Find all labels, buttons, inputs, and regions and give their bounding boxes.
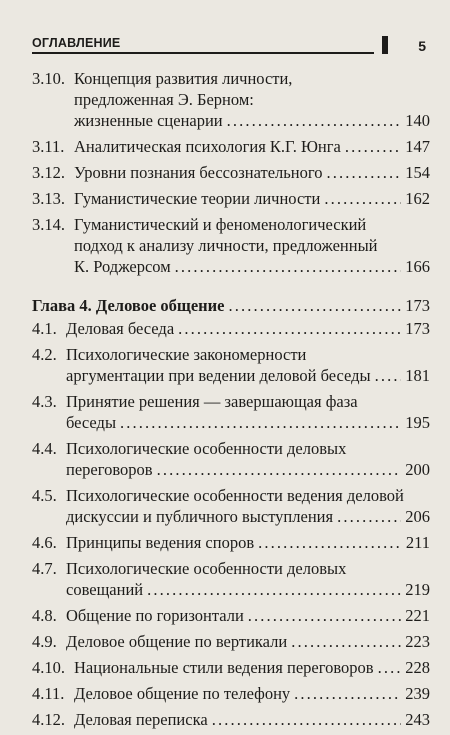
dot-leader [326,162,401,183]
entry-number: 3.12. [32,163,65,182]
entry-page-number: 239 [405,684,430,703]
entry-number: 3.11. [32,137,65,156]
entry-title-line: Национальные стили ведения переговоров [74,658,374,677]
dot-leader [345,136,401,157]
entry-page-number: 223 [405,632,430,651]
entry-title-line: Деловое общение по телефону [74,684,291,703]
entry-number: 4.1. [32,319,57,338]
dot-leader [324,188,401,209]
dot-leader [178,318,401,339]
entry-page-number: 173 [405,296,430,315]
entry-title-line: Аналитическая психология К.Г. Юнга [74,137,341,156]
entry-title-line: Деловая беседа [66,319,175,338]
toc-entry [32,657,430,678]
entry-page-number: 206 [405,507,430,526]
entry-title-line: Принципы ведения споров [66,533,255,552]
entry-number: 4.7. [32,559,57,578]
dot-leader [227,110,402,131]
entry-number: 4.11. [32,684,65,703]
toc-entry [32,485,430,527]
dot-leader [258,532,402,553]
entry-page-number: 243 [405,710,430,729]
running-header [26,32,426,54]
toc-entry [32,532,430,553]
entry-number: 4.2. [32,345,57,364]
entry-page-number: 200 [405,460,430,479]
entry-title-line: переговоров [66,460,153,479]
toc-entry [32,344,430,386]
entry-title-line: Гуманистические теории личности [74,189,321,208]
entry-number: 3.13. [32,189,65,208]
entry-page-number: 221 [405,606,430,625]
entry-page-number: 173 [405,319,430,338]
entry-page-number: 162 [405,189,430,208]
toc-entry [32,136,430,157]
dot-leader [291,631,401,652]
toc-entry [32,188,430,209]
dot-leader [212,709,402,730]
dot-leader [337,506,401,527]
entry-page-number: 147 [405,137,430,156]
entry-title-line: Психологические особенности деловых [66,559,347,578]
dot-leader [120,412,401,433]
entry-title-line: Деловое общение по вертикали [66,632,288,651]
entry-title-line: Деловая переписка [74,710,208,729]
dot-leader [157,459,402,480]
entry-title-line: Принятие решения — завершающая фаза [66,392,358,411]
entry-title-line: Психологические закономерности [66,345,307,364]
toc-entry [32,709,430,730]
entry-page-number: 154 [405,163,430,182]
toc-entry [32,318,430,339]
entry-title-line: Глава 4. Деловое общение [32,296,225,315]
header-bar [382,36,388,54]
dot-leader [375,365,402,386]
entry-number: 4.12. [32,710,65,729]
toc-entry [32,162,430,183]
header-rule [32,52,374,54]
toc-entry [32,605,430,626]
toc-entry [32,631,430,652]
table-of-contents [32,68,430,735]
toc-entry [32,391,430,433]
entry-number: 4.5. [32,486,57,505]
entry-page-number: 181 [405,366,430,385]
chapter-heading [32,295,430,316]
dot-leader [175,256,402,277]
entry-title-line: подход к анализу личности, предложенный [74,236,378,255]
entry-page-number: 166 [405,257,430,276]
header-title: ОГЛАВЛЕНИЕ [32,36,121,50]
entry-number: 4.10. [32,658,65,677]
toc-entry [32,558,430,600]
entry-number: 4.6. [32,533,57,552]
entry-title-line: Общение по горизонтали [66,606,244,625]
dot-leader [378,657,402,678]
entry-page-number: 228 [405,658,430,677]
entry-title-line: дискуссии и публичного выступления [66,507,334,526]
toc-entry [32,214,430,277]
entry-number: 4.9. [32,632,57,651]
entry-title-line: Психологические особенности ведения деловой [66,486,404,505]
entry-page-number: 211 [405,533,430,552]
entry-number: 3.14. [32,215,65,234]
entry-number: 4.3. [32,392,57,411]
entry-number: 4.4. [32,439,57,458]
page-number: 5 [418,38,426,54]
entry-title-line: беседы [66,413,117,432]
entry-number: 3.10. [32,69,65,88]
toc-entry [32,683,430,704]
entry-page-number: 140 [405,111,430,130]
entry-title-line: предложенная Э. Берном: [74,90,254,109]
entry-page-number: 219 [405,580,430,599]
dot-leader [248,605,401,626]
dot-leader [294,683,401,704]
entry-title-line: Психологические особенности деловых [66,439,347,458]
entry-page-number: 195 [405,413,430,432]
entry-title-line: Гуманистический и феноменологический [74,215,367,234]
dot-leader [147,579,401,600]
entry-title-line: аргументации при ведении деловой беседы [66,366,371,385]
dot-leader [229,295,402,316]
entry-title-line: Концепция развития личности, [74,69,293,88]
entry-title-line: жизненные сценарии [74,111,223,130]
toc-entry [32,438,430,480]
entry-number: 4.8. [32,606,57,625]
entry-title-line: совещаний [66,580,144,599]
toc-entry [32,68,430,131]
entry-title-line: Уровни познания бессознательного [74,163,323,182]
entry-title-line: К. Роджерсом [74,257,171,276]
